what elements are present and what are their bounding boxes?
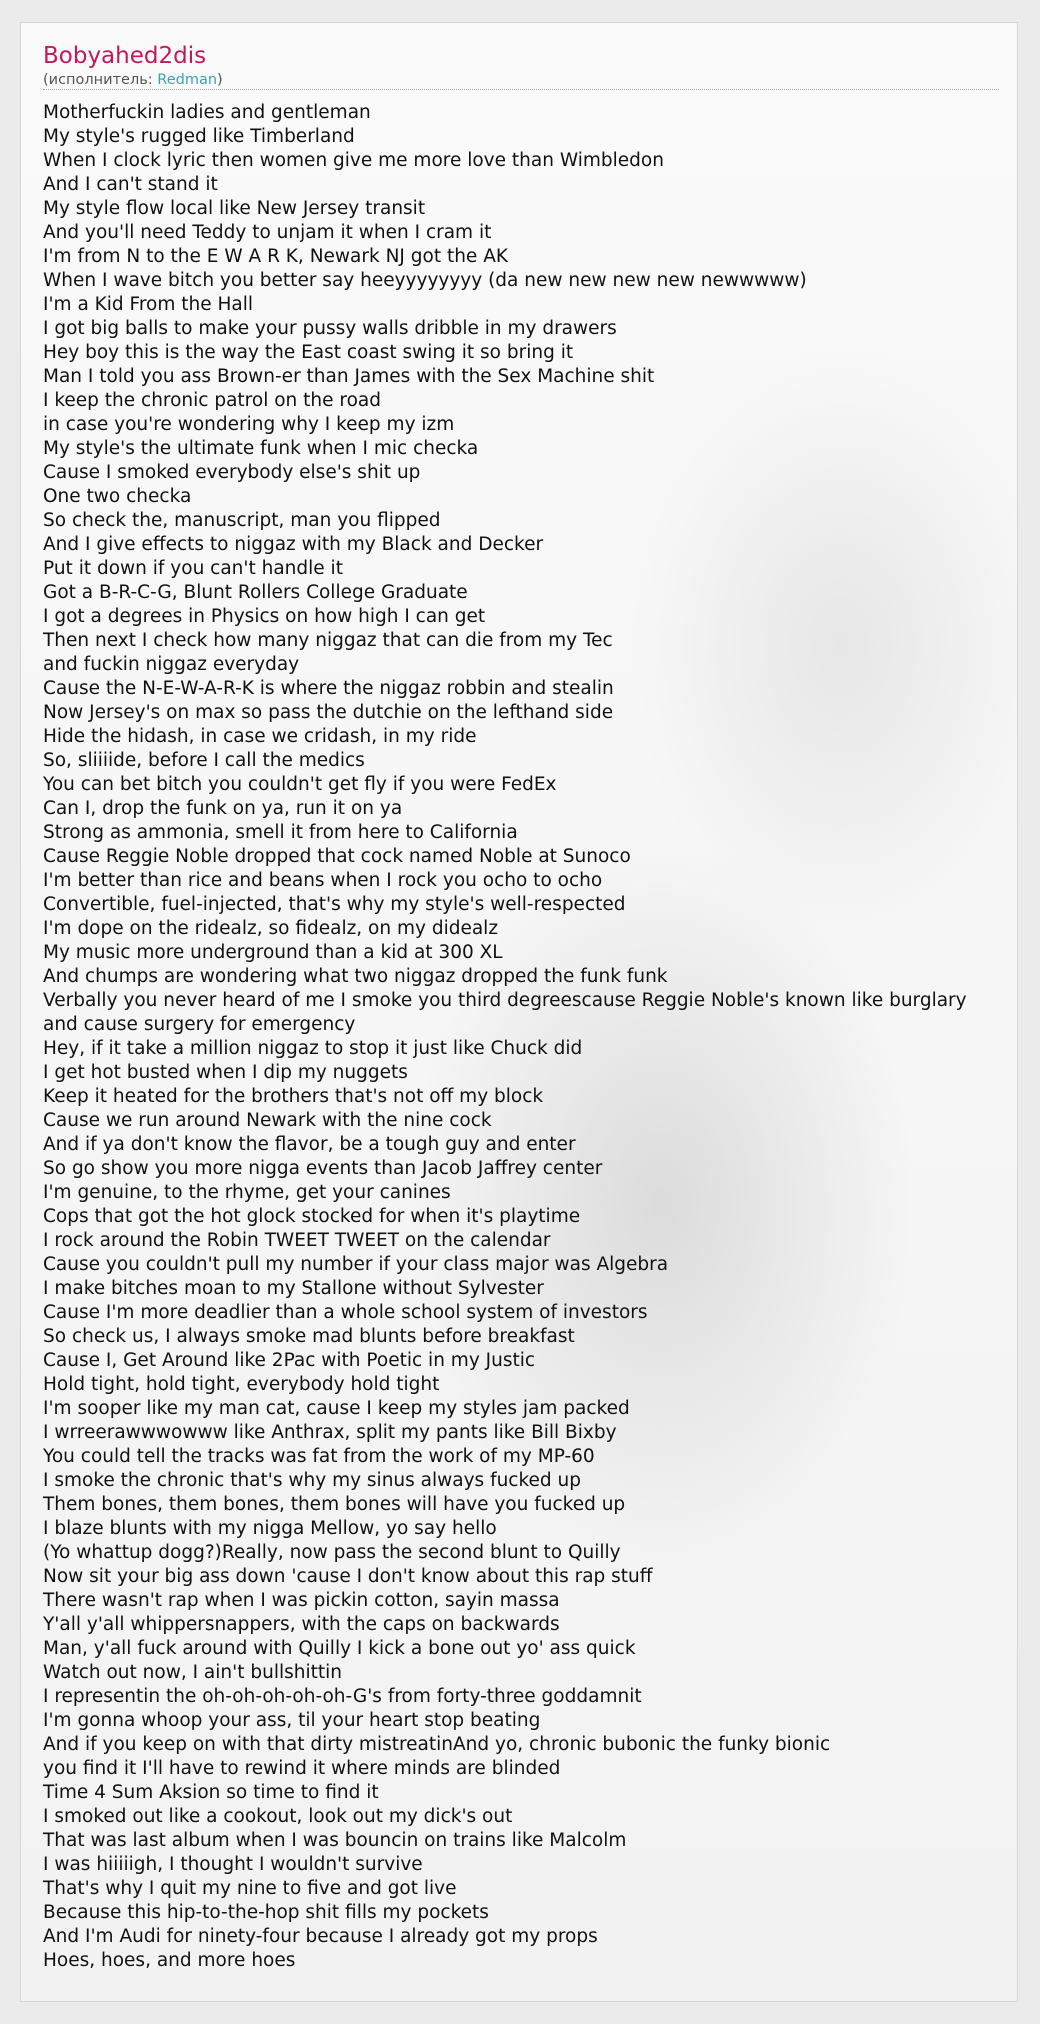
lyric-line: and fuckin niggaz everyday xyxy=(43,654,300,675)
lyric-line: I smoke the chronic that's why my sinus always fucked up xyxy=(43,1470,582,1491)
lyric-line: Cause I'm more deadlier than a whole school system of investors xyxy=(43,1302,648,1323)
lyric-line: Now sit your big ass down 'cause I don't know about this rap stuff xyxy=(43,1566,653,1587)
lyric-line: And you'll need Teddy to unjam it when I cram it xyxy=(43,222,492,243)
lyric-line: You can bet bitch you couldn't get fly if you were FedEx xyxy=(43,774,557,795)
lyric-line: And if you keep on with that dirty mistreatinAnd yo, chronic bubonic the funky bionic xyxy=(43,1734,831,1755)
lyric-line: Them bones, them bones, them bones will have you fucked up xyxy=(43,1494,626,1515)
artist-suffix: ) xyxy=(217,72,223,88)
lyrics-text xyxy=(43,101,1018,1973)
lyric-line: you find it I'll have to rewind it where minds are blinded xyxy=(43,1758,561,1779)
lyric-line: Keep it heated for the brothers that's not off my block xyxy=(43,1086,544,1107)
lyric-line: When I wave bitch you better say heeyyyyyyyy (da new new new new newwwww) xyxy=(43,270,807,291)
lyric-line: I keep the chronic patrol on the road xyxy=(43,390,381,411)
lyric-line: Because this hip-to-the-hop shit fills my pockets xyxy=(43,1902,489,1923)
lyric-line: So, sliiiide, before I call the medics xyxy=(43,750,365,771)
lyric-line: Cause Reggie Noble dropped that cock named Noble at Sunoco xyxy=(43,846,631,867)
artist-link[interactable]: Redman xyxy=(157,72,218,88)
lyric-line: I wrreerawwwowww like Anthrax, split my pants like Bill Bixby xyxy=(43,1422,617,1443)
lyric-line: I'm a Kid From the Hall xyxy=(43,294,254,315)
lyric-line: Then next I check how many niggaz that can die from my Tec xyxy=(43,630,613,651)
lyric-line: Hold tight, hold tight, everybody hold tight xyxy=(43,1374,440,1395)
lyric-line: Cause I, Get Around like 2Pac with Poetic in my Justic xyxy=(43,1350,536,1371)
lyric-line: I got a degrees in Physics on how high I can get xyxy=(43,606,486,627)
lyric-line: That's why I quit my nine to five and got live xyxy=(43,1878,457,1899)
lyric-line: I blaze blunts with my nigga Mellow, yo say hello xyxy=(43,1518,497,1539)
lyric-line: and cause surgery for emergency xyxy=(43,1014,356,1035)
lyric-line: That was last album when I was bouncin on trains like Malcolm xyxy=(43,1830,627,1851)
lyric-line: Hey, if it take a million niggaz to stop it just like Chuck did xyxy=(43,1038,583,1059)
lyric-line: You could tell the tracks was fat from the work of my MP-60 xyxy=(43,1446,595,1467)
lyric-line: So check us, I always smoke mad blunts before breakfast xyxy=(43,1326,575,1347)
lyric-line: My style flow local like New Jersey transit xyxy=(43,198,426,219)
lyric-line: Time 4 Sum Aksion so time to find it xyxy=(43,1782,379,1803)
lyric-line: Cops that got the hot glock stocked for when it's playtime xyxy=(43,1206,581,1227)
lyric-line: Now Jersey's on max so pass the dutchie on the lefthand side xyxy=(43,702,614,723)
lyric-line: I'm gonna whoop your ass, til your heart stop beating xyxy=(43,1710,541,1731)
lyric-line: One two checka xyxy=(43,486,192,507)
lyrics-card xyxy=(20,22,1018,2002)
lyric-line: And I'm Audi for ninety-four because I already got my props xyxy=(43,1926,598,1947)
lyric-line: Cause the N-E-W-A-R-K is where the niggaz robbin and stealin xyxy=(43,678,614,699)
lyric-line: I get hot busted when I dip my nuggets xyxy=(43,1062,408,1083)
lyric-line: Verbally you never heard of me I smoke you third degreescause Reggie Noble's known like burglary xyxy=(43,990,967,1011)
lyric-line: Convertible, fuel-injected, that's why my style's well-respected xyxy=(43,894,626,915)
lyric-line: I'm from N to the E W A R K, Newark NJ got the AK xyxy=(43,246,508,267)
lyric-line: Hoes, hoes, and more hoes xyxy=(43,1950,296,1971)
lyric-line: Man, y'all fuck around with Quilly I kick a bone out yo' ass quick xyxy=(43,1638,636,1659)
lyric-line: Can I, drop the funk on ya, run it on ya xyxy=(43,798,403,819)
lyric-line: So go show you more nigga events than Jacob Jaffrey center xyxy=(43,1158,603,1179)
title-separator xyxy=(43,89,999,90)
lyric-line: Hey boy this is the way the East coast swing it so bring it xyxy=(43,342,574,363)
lyric-line: Cause we run around Newark with the nine cock xyxy=(43,1110,492,1131)
lyric-line: Watch out now, I ain't bullshittin xyxy=(43,1662,342,1683)
lyric-line: My style's rugged like Timberland xyxy=(43,126,355,147)
lyric-line: I make bitches moan to my Stallone without Sylvester xyxy=(43,1278,544,1299)
lyric-line: So check the, manuscript, man you flipped xyxy=(43,510,441,531)
lyric-line: Strong as ammonia, smell it from here to California xyxy=(43,822,518,843)
lyric-line: I rock around the Robin TWEET TWEET on the calendar xyxy=(43,1230,551,1251)
lyric-line: When I clock lyric then women give me more love than Wimbledon xyxy=(43,150,664,171)
lyric-line: Got a B-R-C-G, Blunt Rollers College Graduate xyxy=(43,582,468,603)
lyric-line: Hide the hidash, in case we cridash, in my ride xyxy=(43,726,477,747)
lyric-line: I'm genuine, to the rhyme, get your canines xyxy=(43,1182,451,1203)
lyric-line: And chumps are wondering what two niggaz dropped the funk funk xyxy=(43,966,668,987)
lyric-line: And if ya don't know the flavor, be a tough guy and enter xyxy=(43,1134,576,1155)
song-title: Bobyahed2dis xyxy=(43,43,207,69)
lyric-line: And I can't stand it xyxy=(43,174,218,195)
lyric-line: (Yo whattup dogg?)Really, now pass the second blunt to Quilly xyxy=(43,1542,621,1563)
lyric-line: I representin the oh-oh-oh-oh-oh-G's from forty-three goddamnit xyxy=(43,1686,642,1707)
lyric-line: Y'all y'all whippersnappers, with the caps on backwards xyxy=(43,1614,560,1635)
lyric-line: I'm dope on the ridealz, so fidealz, on my didealz xyxy=(43,918,499,939)
lyric-line: I got big balls to make your pussy walls dribble in my drawers xyxy=(43,318,617,339)
lyric-line: Cause I smoked everybody else's shit up xyxy=(43,462,421,483)
lyric-line: in case you're wondering why I keep my izm xyxy=(43,414,455,435)
lyric-line: Put it down if you can't handle it xyxy=(43,558,343,579)
lyric-line: I was hiiiiigh, I thought I wouldn't survive xyxy=(43,1854,423,1875)
lyric-line: There wasn't rap when I was pickin cotton, sayin massa xyxy=(43,1590,560,1611)
lyric-line: Man I told you ass Brown-er than James with the Sex Machine shit xyxy=(43,366,655,387)
lyric-line: I smoked out like a cookout, look out my dick's out xyxy=(43,1806,513,1827)
artist-prefix: (исполнитель: xyxy=(43,72,158,88)
lyric-line: Cause you couldn't pull my number if your class major was Algebra xyxy=(43,1254,669,1275)
lyric-line: My music more underground than a kid at 300 XL xyxy=(43,942,503,963)
lyric-line: Motherfuckin ladies and gentleman xyxy=(43,102,371,123)
lyric-line: My style's the ultimate funk when I mic checka xyxy=(43,438,479,459)
artist-line xyxy=(43,70,223,90)
lyric-line: I'm sooper like my man cat, cause I keep my styles jam packed xyxy=(43,1398,630,1419)
lyric-line: And I give effects to niggaz with my Black and Decker xyxy=(43,534,544,555)
lyric-line: I'm better than rice and beans when I rock you ocho to ocho xyxy=(43,870,603,891)
